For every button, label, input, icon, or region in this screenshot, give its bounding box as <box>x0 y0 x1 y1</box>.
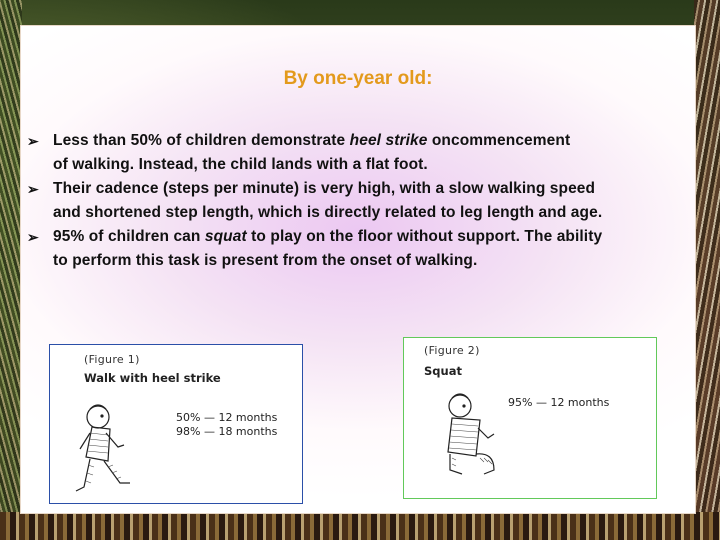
slide-title: By one-year old: <box>283 68 433 89</box>
bullet-text: 95% of children can squat to play on the floor without support. The ability to perform this task is present from the onset of walking. <box>53 228 603 269</box>
figure-1-stat: 98% — 18 months <box>176 425 278 438</box>
bullet-item <box>27 129 697 177</box>
figure-2-label: (Figure 2) <box>424 344 480 357</box>
arrow-bullet-icon: ➢ <box>27 229 39 245</box>
bullet-text: Less than 50% of children demonstrate heel strike oncommencement of walking. Instead, the child lands with a flat foot. <box>53 132 571 173</box>
figure-2-caption: Squat <box>424 364 462 378</box>
bullet-text: Their cadence (steps per minute) is very high, with a slow walking speed and shortened step length, which is directly related to leg length and age. <box>53 180 603 221</box>
slide-panel <box>20 25 696 514</box>
figure-1-label: (Figure 1) <box>84 353 140 366</box>
bullet-list <box>27 129 697 273</box>
figure-1-caption: Walk with heel strike <box>84 371 221 385</box>
walking-child-illustration <box>60 387 170 497</box>
figure-2-stat: 95% — 12 months <box>508 396 610 409</box>
background-grass-left <box>0 0 22 540</box>
background-grass-right <box>694 0 720 540</box>
figure-2-panel <box>403 337 657 499</box>
arrow-bullet-icon: ➢ <box>27 133 39 149</box>
bullet-item <box>27 177 697 225</box>
figure-1-stat: 50% — 12 months <box>176 411 278 424</box>
arrow-bullet-icon: ➢ <box>27 181 39 197</box>
background-bottom-strip <box>0 512 720 540</box>
figure-1-panel <box>49 344 303 504</box>
bullet-item <box>27 225 697 273</box>
squatting-child-illustration <box>432 384 512 484</box>
